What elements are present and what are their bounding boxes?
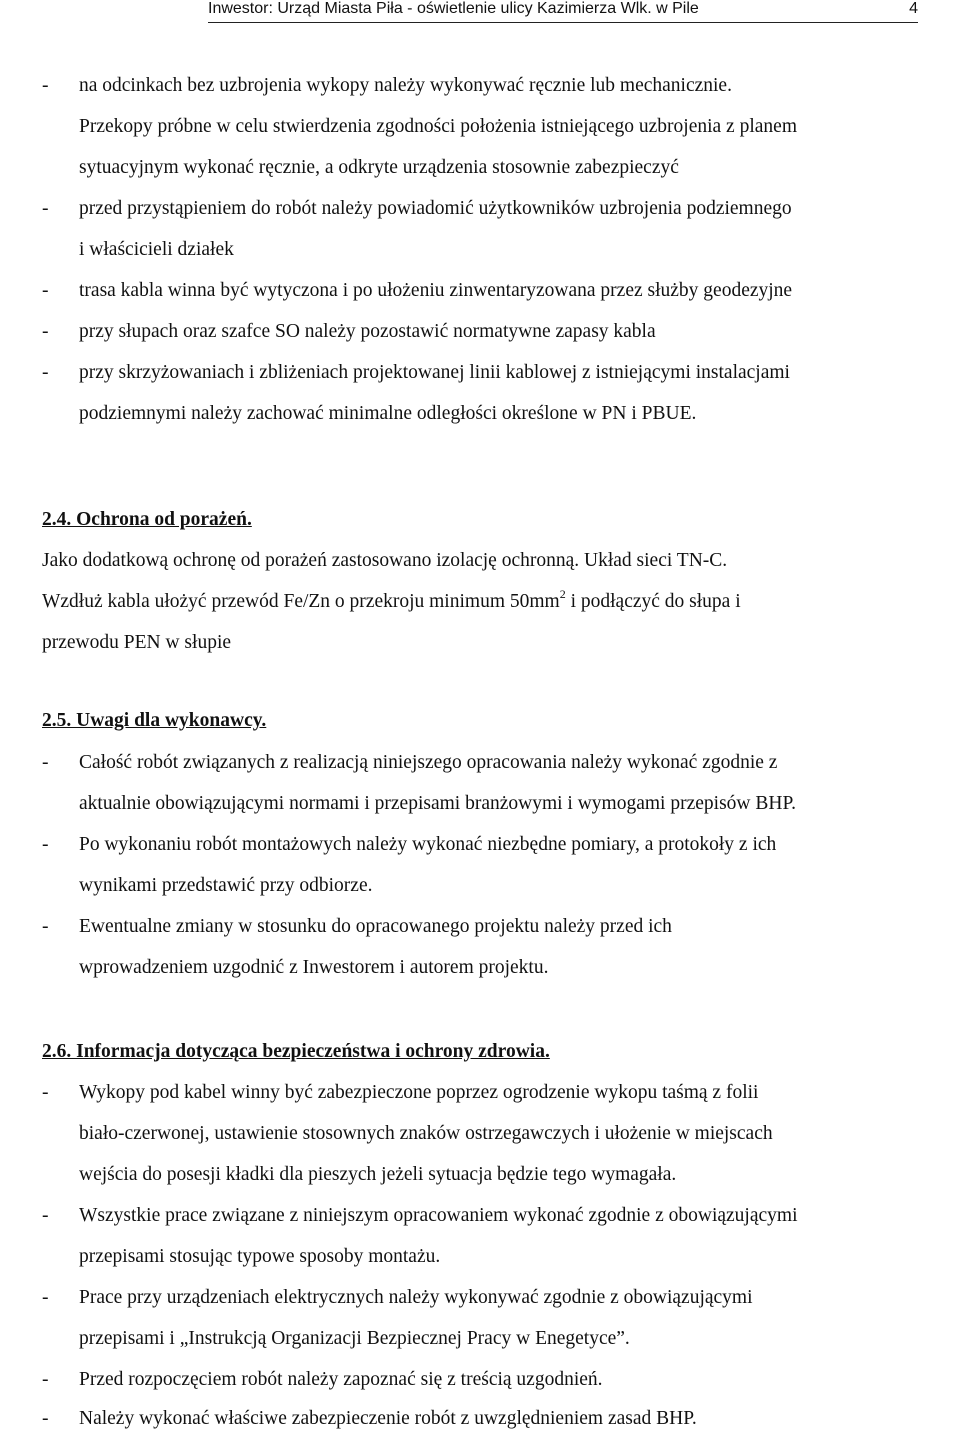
bullet-dash: - bbox=[42, 1369, 49, 1390]
text-line: Po wykonaniu robót montażowych należy wykonać niezbędne pomiary, a protokoły z ich bbox=[79, 834, 777, 855]
bullet-dash: - bbox=[42, 1082, 49, 1103]
text-line: wprowadzeniem uzgodnić z Inwestorem i autorem projektu. bbox=[79, 957, 549, 978]
text-line: przepisami i „Instrukcją Organizacji Bezpiecznej Pracy w Enegetyce”. bbox=[79, 1328, 630, 1349]
text-line: na odcinkach bez uzbrojenia wykopy należy wykonywać ręcznie lub mechanicznie. bbox=[79, 75, 732, 96]
section-heading-2-6: 2.6. Informacja dotycząca bezpieczeństwa i ochrony zdrowia. bbox=[42, 1041, 550, 1062]
bullet-dash: - bbox=[42, 321, 49, 342]
text-line: przy skrzyżowaniach i zbliżeniach projektowanej linii kablowej z istniejącymi instalacjami bbox=[79, 362, 790, 383]
text-line: biało-czerwonej, ustawienie stosownych znaków ostrzegawczych i ułożenie w miejscach bbox=[79, 1123, 773, 1144]
text-line: aktualnie obowiązującymi normami i przepisami branżowymi i wymogami przepisów BHP. bbox=[79, 793, 797, 814]
bullet-dash: - bbox=[42, 1287, 49, 1308]
text-line: wejścia do posesji kładki dla pieszych jeżeli sytuacja będzie tego wymagała. bbox=[79, 1164, 677, 1185]
text-line: Należy wykonać właściwe zabezpieczenie robót z uwzględnieniem zasad BHP. bbox=[79, 1408, 697, 1429]
superscript: 2 bbox=[559, 587, 566, 601]
page-number: 4 bbox=[909, 0, 918, 17]
text-line: wynikami przedstawić przy odbiorze. bbox=[79, 875, 373, 896]
text-line: podziemnymi należy zachować minimalne odległości określone w PN i PBUE. bbox=[79, 403, 697, 424]
bullet-dash: - bbox=[42, 1205, 49, 1226]
text-line: Prace przy urządzeniach elektrycznych należy wykonywać zgodnie z obowiązującymi bbox=[79, 1287, 753, 1308]
text-line: Ewentualne zmiany w stosunku do opracowanego projektu należy przed ich bbox=[79, 916, 672, 937]
text-line: Wykopy pod kabel winny być zabezpieczone poprzez ogrodzenie wykopu taśmą z folii bbox=[79, 1082, 759, 1103]
bullet-dash: - bbox=[42, 75, 49, 96]
header-rule bbox=[208, 22, 918, 23]
bullet-dash: - bbox=[42, 198, 49, 219]
section-heading-2-4: 2.4. Ochrona od porażeń. bbox=[42, 509, 252, 530]
text-line: Jako dodatkową ochronę od porażeń zastosowano izolację ochronną. Układ sieci TN-C. bbox=[42, 550, 728, 571]
text-line: przepisami stosując typowe sposoby montażu. bbox=[79, 1246, 441, 1267]
text-line: i właścicieli działek bbox=[79, 239, 234, 260]
bullet-dash: - bbox=[42, 916, 49, 937]
text-line: przewodu PEN w słupie bbox=[42, 632, 232, 653]
text-line: Całość robót związanych z realizacją niniejszego opracowania należy wykonać zgodnie z bbox=[79, 752, 778, 773]
text-line: Przed rozpoczęciem robót należy zapoznać się z treścią uzgodnień. bbox=[79, 1369, 603, 1390]
bullet-dash: - bbox=[42, 280, 49, 301]
text-fragment: Wzdłuż kabla ułożyć przewód Fe/Zn o przekroju minimum 50mm bbox=[42, 591, 560, 612]
page-header bbox=[208, 0, 918, 23]
text-line: trasa kabla winna być wytyczona i po ułożeniu zinwentaryzowana przez służby geodezyjne bbox=[79, 280, 793, 301]
text-line bbox=[42, 587, 741, 614]
bullet-dash: - bbox=[42, 752, 49, 773]
text-fragment: i podłączyć do słupa i bbox=[565, 591, 741, 612]
text-line: Przekopy próbne w celu stwierdzenia zgodności położenia istniejącego uzbrojenia z planem bbox=[79, 116, 797, 137]
text-line: Wszystkie prace związane z niniejszym opracowaniem wykonać zgodnie z obowiązującymi bbox=[79, 1205, 798, 1226]
bullet-dash: - bbox=[42, 834, 49, 855]
text-line: sytuacyjnym wykonać ręcznie, a odkryte urządzenia stosownie zabezpieczyć bbox=[79, 157, 679, 178]
bullet-dash: - bbox=[42, 362, 49, 383]
header-title: Inwestor: Urząd Miasta Piła - oświetlenie ulicy Kazimierza Wlk. w Pile bbox=[208, 0, 699, 17]
bullet-dash: - bbox=[42, 1408, 49, 1429]
text-line: przed przystąpieniem do robót należy powiadomić użytkowników uzbrojenia podziemnego bbox=[79, 198, 792, 219]
section-heading-2-5: 2.5. Uwagi dla wykonawcy. bbox=[42, 710, 267, 731]
text-line: przy słupach oraz szafce SO należy pozostawić normatywne zapasy kabla bbox=[79, 321, 656, 342]
